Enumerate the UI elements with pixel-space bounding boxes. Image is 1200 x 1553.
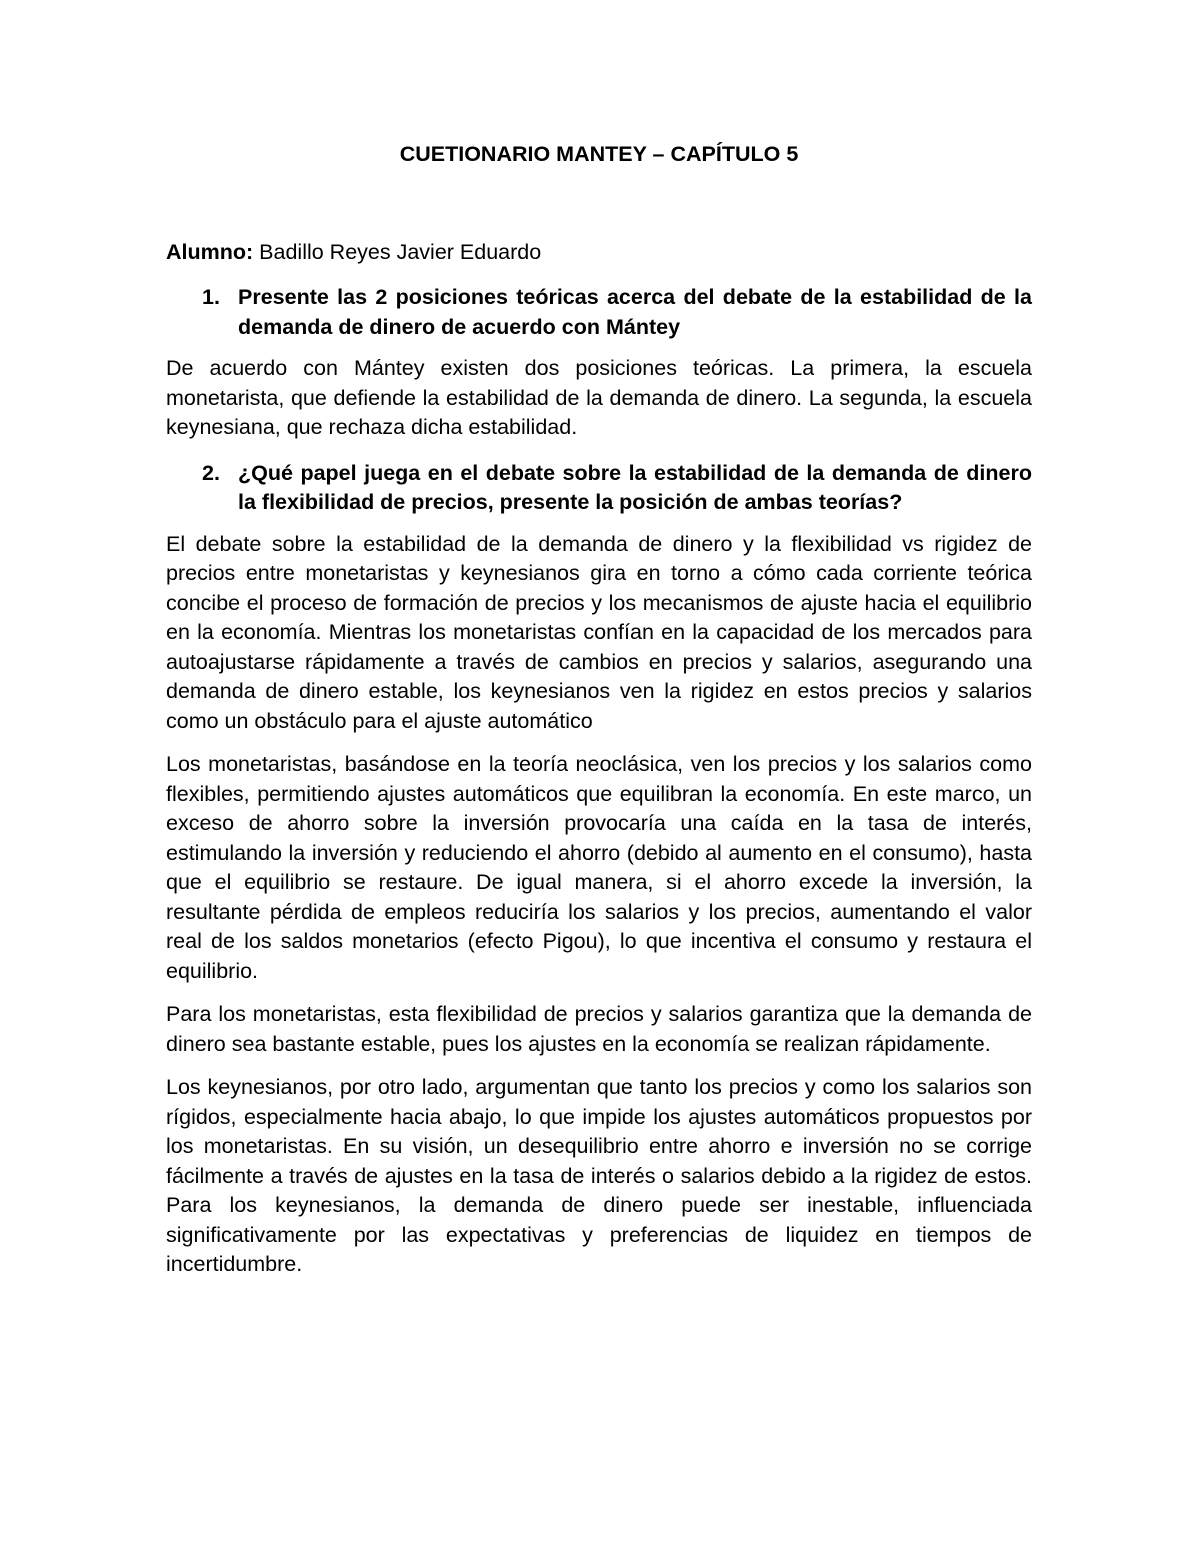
- answer-paragraph: Los monetaristas, basándose en la teoría neoclásica, ven los precios y los salarios como flexibles, permitiendo ajustes automáticos que equilibran la economía. En este marco, un exceso de ahorro sobre la inversión provocaría una caída en la tasa de interés, estimulando la inversión y reduciendo el ahorro (debido al aumento en el consumo), hasta que el equilibrio se restaure. De igual manera, si el ahorro excede la inversión, la resultante pérdida de empleos reduciría los salarios y los precios, aumentando el valor real de los saldos monetarios (efecto Pigou), lo que incentiva el consumo y restaura el equilibrio.: [166, 752, 1032, 983]
- student-label: Alumno:: [166, 239, 254, 264]
- answer-paragraph: Los keynesianos, por otro lado, argumentan que tanto los precios y como los salarios son rígidos, especialmente hacia abajo, lo que impide los ajustes automáticos propuestos por los monetaristas. En su visión, un desequilibrio entre ahorro e inversión no se corrige fácilmente a través de ajustes en la tasa de interés o salarios debido a la rigidez de estos. Para los keynesianos, la demanda de dinero puede ser inestable, influenciada significativamente por las expectativas y preferencias de liquidez en tiempos de incertidumbre.: [166, 1075, 1032, 1276]
- student-line: [166, 238, 1032, 268]
- question-text: Presente las 2 posiciones teóricas acerca del debate de la estabilidad de la demanda de dinero de acuerdo con Mántey: [238, 285, 1032, 339]
- answer-paragraph: De acuerdo con Mántey existen dos posiciones teóricas. La primera, la escuela monetarista, que defiende la estabilidad de la demanda de dinero. La segunda, la escuela keynesiana, que rechaza dicha estabilidad.: [166, 356, 1032, 439]
- student-name: Badillo Reyes Javier Eduardo: [259, 239, 542, 264]
- answer-paragraph: El debate sobre la estabilidad de la demanda de dinero y la flexibilidad vs rigidez de precios entre monetaristas y keynesianos gira en torno a cómo cada corriente teórica concibe el proceso de formación de precios y los mecanismos de ajuste hacia el equilibrio en la economía. Mientras los monetaristas confían en la capacidad de los mercados para autoajustarse rápidamente a través de cambios en precios y salarios, asegurando una demanda de dinero estable, los keynesianos ven la rigidez en estos precios y salarios como un obstáculo para el ajuste automático: [166, 531, 1032, 733]
- question-text: ¿Qué papel juega en el debate sobre la estabilidad de la demanda de dinero la flexibilidad de precios, presente la posición de ambas teorías?: [238, 460, 1032, 514]
- document-title: CUETIONARIO MANTEY – CAPÍTULO 5: [399, 142, 799, 166]
- question-number: 1.: [202, 285, 220, 309]
- question-2: [166, 459, 1032, 518]
- question-1: [166, 283, 1032, 342]
- answer-paragraph: Para los monetaristas, esta flexibilidad de precios y salarios garantiza que la demanda de dinero sea bastante estable, pues los ajustes en la economía se realizan rápidamente.: [166, 1002, 1032, 1056]
- question-number: 2.: [202, 460, 220, 485]
- document-body: [166, 140, 1032, 1280]
